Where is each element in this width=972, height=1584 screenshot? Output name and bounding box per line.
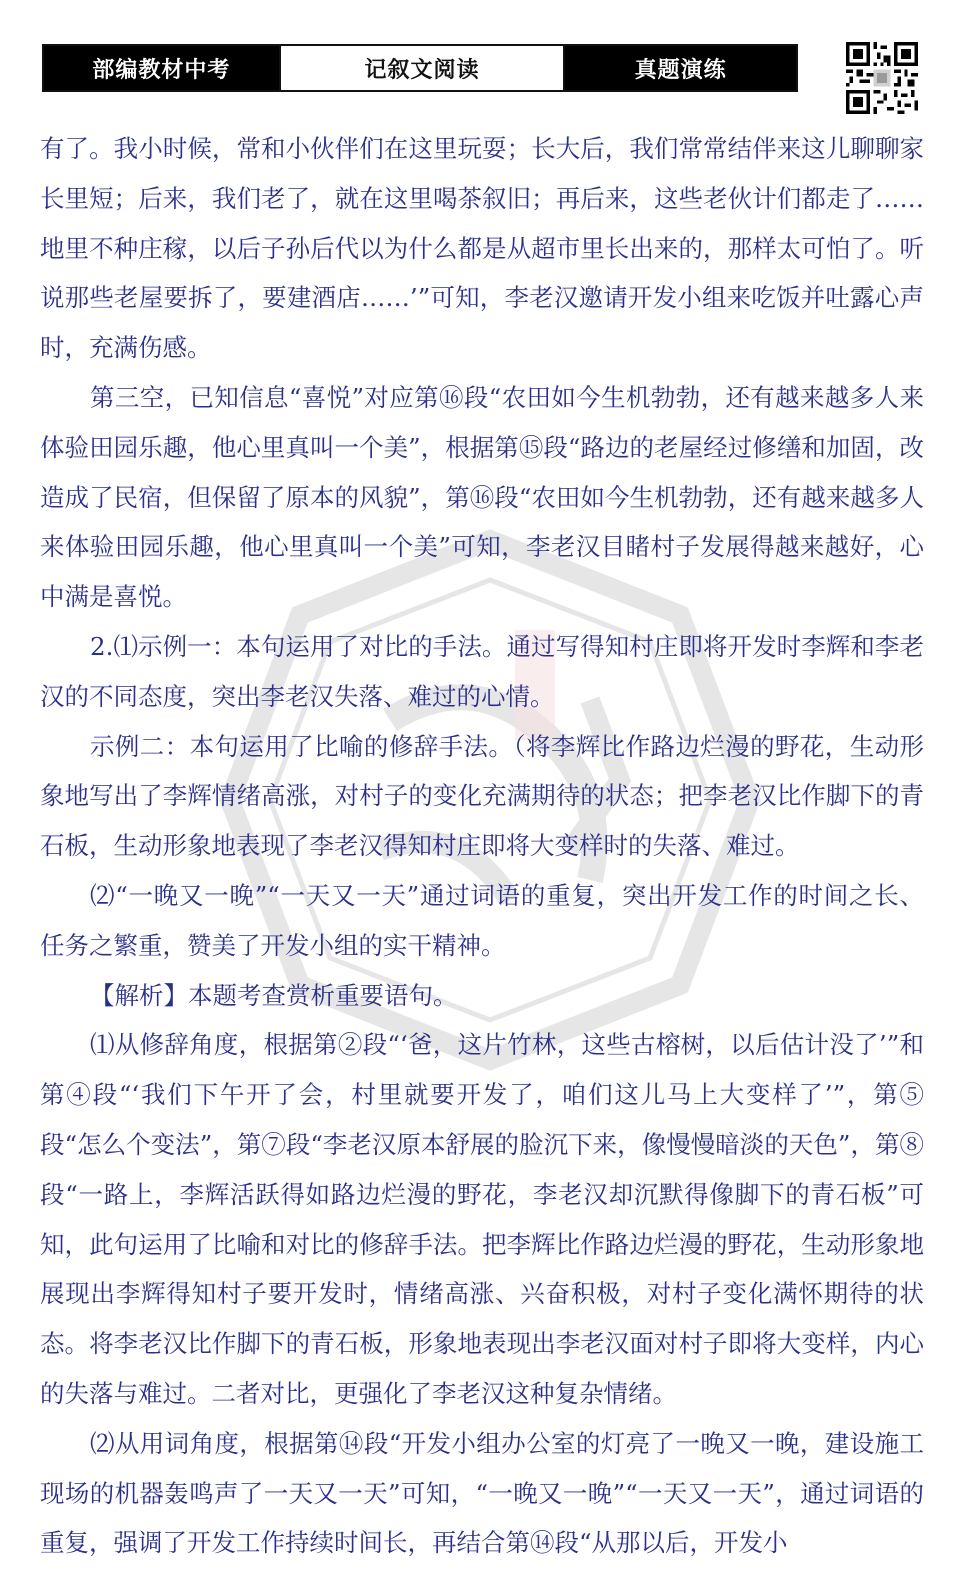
answer-text-body xyxy=(40,124,924,1568)
paragraph: ⑵“一晚又一晚”“一天又一天”通过词语的重复，突出开发工作的时间之长、任务之繁重，赞美了开发小组的实干精神。 xyxy=(40,880,924,960)
header-bar xyxy=(42,44,798,92)
qr-code-icon xyxy=(846,42,918,114)
header-section-label: 真题演练 xyxy=(565,46,796,90)
header-topic-label: 记叙文阅读 xyxy=(279,46,565,90)
paragraph: ⑴从修辞角度，根据第②段“‘爸，这片竹林，这些古榕树，以后估计没了’”和第④段“‘我们下午开了会，村里就要开发了，咱们这儿马上大变样了’”，第⑤段“怎么个变法”，第⑦段“李老汉原本舒展的脸沉下来，像慢慢暗淡的天色”，第⑧段“一路上，李辉活跃得如路边烂漫的野花，李老汉却沉默得像脚下的青石板”可知，此句运用了比喻和对比的修辞手法。把李辉比作路边烂漫的野花，生动形象地展现出李辉得知村子要开发时，情绪高涨、兴奋积极，对村子变化满怀期待的状态。将李老汉比作脚下的青石板，形象地表现出李老汉面对村子即将大变样，内心的失落与难过。二者对比，更强化了李老汉这种复杂情绪。 xyxy=(40,1030,924,1408)
paragraph: ⑵从用词角度，根据第⑭段“开发小组办公室的灯亮了一晚又一晚，建设施工现场的机器轰鸣声了一天又一天”可知，“一晚又一晚”“一天又一天”，通过词语的重复，强调了开发工作持续时间长，再结合第⑭段“从那以后，开发小 xyxy=(40,1428,924,1558)
paragraph: 第三空，已知信息“喜悦”对应第⑯段“农田如今生机勃勃，还有越来越多人来体验田园乐趣，他心里真叫一个美”，根据第⑮段“路边的老屋经过修缮和加固，改造成了民宿，但保留了原本的风貌”，第⑯段“农田如今生机勃勃，还有越来越多人来体验田园乐趣，他心里真叫一个美”可知，李老汉目睹村子发展得越来越好，心中满是喜悦。 xyxy=(40,382,924,612)
header-series-label: 部编教材中考 xyxy=(44,46,279,90)
paragraph-continued: 有了。我小时候，常和小伙伴们在这里玩耍；长大后，我们常常结伴来这儿聊聊家长里短；后来，我们老了，就在这里喝茶叙旧；再后来，这些老伙计们都走了……地里不种庄稼，以后子孙后代以为什么都是从超市里长出来的，那样太可怕了。听说那些老屋要拆了，要建酒店……’”可知，李老汉邀请开发小组来吃饭并吐露心声时，充满伤感。 xyxy=(40,134,924,363)
paragraph: 示例二：本句运用了比喻的修辞手法。（将李辉比作路边烂漫的野花，生动形象地写出了李辉情绪高涨，对村子的变化充满期待的状态；把李老汉比作脚下的青石板，生动形象地表现了李老汉得知村庄即将大变样时的失落、难过。 xyxy=(40,731,924,861)
analysis-heading: 【解析】本题考查赏析重要语句。 xyxy=(90,980,458,1010)
paragraph: 2.⑴示例一：本句运用了对比的手法。通过写得知村庄即将开发时李辉和李老汉的不同态度，突出李老汉失落、难过的心情。 xyxy=(40,631,924,711)
